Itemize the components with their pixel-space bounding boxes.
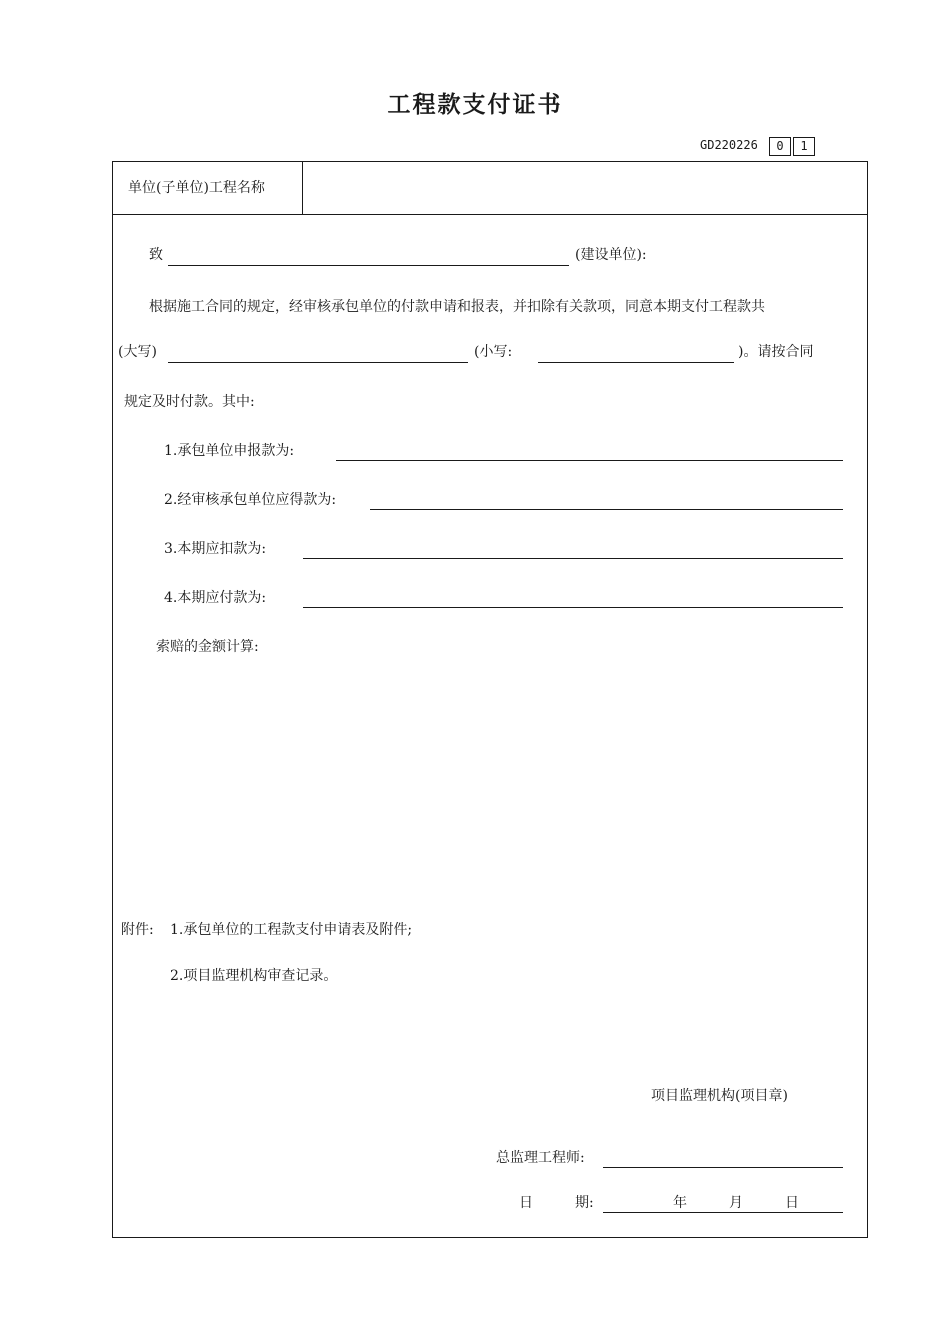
deduction-amount-field[interactable] [303, 558, 843, 559]
claim-calculation-area[interactable] [150, 662, 850, 892]
page-title: 工程款支付证书 [387, 92, 563, 118]
paragraph-line-2-end: )。请按合同 [738, 344, 814, 360]
capital-amount-label: (大写) [118, 344, 157, 360]
item-label: 1.承包单位申报款为: [164, 443, 295, 459]
date-label-qi: 期: [575, 1195, 594, 1211]
small-amount-field[interactable] [538, 362, 734, 363]
attachments-label: 附件: [121, 922, 154, 938]
date-month-label: 月 [729, 1195, 743, 1211]
date-year-label: 年 [673, 1195, 687, 1211]
payable-amount-field[interactable] [303, 607, 843, 608]
project-name-field[interactable] [304, 163, 864, 213]
approved-amount-field[interactable] [370, 509, 843, 510]
item-label: 2.经审核承包单位应得款为: [164, 492, 337, 508]
form-code: GD220226 [700, 138, 758, 152]
header-column-divider [302, 161, 303, 214]
capital-amount-field[interactable] [168, 362, 468, 363]
paragraph-line-3: 规定及时付款。其中: [124, 394, 255, 410]
header-row-divider [112, 214, 868, 215]
code-box-2: 1 [793, 137, 815, 156]
attachment-item: 1.承包单位的工程款支付申请表及附件; [170, 922, 413, 938]
chief-engineer-label: 总监理工程师: [496, 1150, 585, 1166]
project-name-label: 单位(子单位)工程名称 [128, 180, 265, 196]
date-field[interactable] [603, 1212, 843, 1213]
to-recipient-field[interactable] [168, 265, 569, 266]
small-amount-label: (小写: [474, 344, 513, 360]
claim-amount-label: 索赔的金额计算: [156, 639, 259, 655]
item-label: 3.本期应扣款为: [164, 541, 267, 557]
date-day-label: 日 [785, 1195, 799, 1211]
paragraph-line-1: 根据施工合同的规定，经审核承包单位的付款申请和报表，并扣除有关款项，同意本期支付工程款共 [149, 299, 765, 315]
declared-amount-field[interactable] [336, 460, 843, 461]
chief-engineer-signature-field[interactable] [603, 1167, 843, 1168]
code-box-1: 0 [769, 137, 791, 156]
date-label-ri: 日 [519, 1195, 533, 1211]
to-suffix: (建设单位): [575, 247, 647, 263]
supervision-org-seal-label: 项目监理机构(项目章) [651, 1088, 788, 1104]
to-label: 致 [149, 247, 163, 263]
item-label: 4.本期应付款为: [164, 590, 267, 606]
attachment-item: 2.项目监理机构审查记录。 [170, 968, 338, 984]
